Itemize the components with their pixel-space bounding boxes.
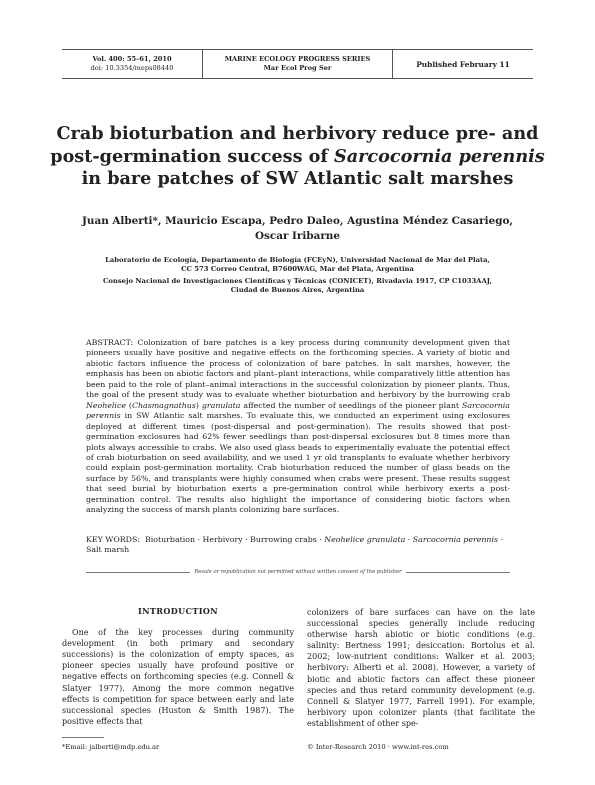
abstract-text-5: in SW Atlantic salt marshes. To evaluate this, we conducted an experiment using exclosures deployed at different times (post-dispersal and post-germination). The results showed that post-germination exclosures had 62% fewer seedlings than post-dispersal exclosures but 8 times more than plots always accessible to crabs. We also used glass beads to experimentally evaluate the potential effect of crab bioturbation on seed availability, and we used 1 yr old transplants to evaluate whether herbivory could explain post-germination mortality. Crab bioturbation reduced the number of glass beads on the surface by 56%, and transplants were highly consumed when crabs were present. These results suggest that seed burial by bioturbation exerts a pre-germination control while herbivory exerts a post-germination control. The results also highlight the importance of considering biotic factors when analyzing the success of marsh plants colonizing bare surfaces. (86, 411, 510, 515)
footnote-divider (62, 737, 104, 738)
left-column (62, 606, 294, 727)
intro-paragraph-right: colonizers of bare surfaces can have on the late successional species generally include reducing otherwise harsh abiotic or biotic conditions (e.g. salinity: Bertness 1991; desiccation: Bortolus et al. 2002; low-nutrient conditions: Walker et al. 2003; herbivory: Alberti et al. 2008). However, a variety of biotic and abiotic factors can affect these pioneer species and thus retard community development (e.g. Connell & Slatyer 1977, Farrell 1991). For example, herbivory upon colonizer plants (that facilitate the establishment of other spe- (307, 608, 535, 728)
author-list (40, 214, 555, 243)
intro-paragraph-left: One of the key processes during community development (in both primary and secondary successions) is the colonization of empty spaces, as pioneer species usually have profound positive or negative effects on forthcoming species (e.g. Connell & Slatyer 1977). Among the more common negative effects is competition for space between early and late successional species (Huston & Smith 1987). The positive effects that (62, 628, 294, 726)
abstract-text-1: ABSTRACT: Colonization of bare patches is a key process during community development given that pioneers usually have positive and negative effects on the forthcoming species. A variety of biotic and abiotic factors influence the process of colonization of bare patches. In salt marshes, however, the emphasis has been on abiotic factors and plant–plant interactions, while comparatively little attention has been paid to the role of plant–animal interactions in the successful colonization by pioneer plants. Thus, the goal of the present study was to evaluate whether bioturbation and herbivory by the burrowing crab (86, 338, 510, 400)
abstract-text-2: ( (125, 400, 132, 410)
abstract-text-3: ) (195, 400, 202, 410)
right-column (307, 607, 535, 729)
affiliation-1-line-1: Laboratorio de Ecología, Departamento de Biología (FCEyN), Universidad Nacional de Mar del Plata, (105, 256, 490, 264)
authors-line-2: Oscar Iribarne (255, 229, 340, 242)
section-heading: INTRODUCTION (137, 606, 219, 616)
affiliation-1 (60, 256, 535, 275)
abstract-text-4: affected the number of seedlings of the pioneer plant (240, 400, 462, 410)
copyright: © Inter-Research 2010 · www.int-res.com (307, 743, 449, 751)
journal-title: MARINE ECOLOGY PROGRESS SERIES (224, 55, 371, 63)
affiliation-2-line-1: Consejo Nacional de Investigaciones Científicas y Técnicas (CONICET), Rivadavia 1917, CP C1033AAJ, (102, 277, 493, 285)
notice-text: Resale or republication not permitted without written consent of the publisher (194, 569, 402, 575)
keyword-text-2: · (405, 535, 413, 544)
title-line-1: Crab bioturbation and herbivory reduce pre- and (56, 123, 539, 144)
journal-header (62, 49, 533, 79)
abstract-species-3: granulata (201, 400, 241, 410)
affiliation-2-line-2: Ciudad de Buenos Aires, Argentina (230, 286, 365, 295)
journal-abbr: Mar Ecol Prog Ser (263, 64, 332, 72)
abstract (86, 338, 510, 516)
title-species: Sarcocornia perennis (334, 145, 545, 167)
keyword-species-2: Sarcocornia perennis (412, 535, 498, 544)
keyword-species-1: Neohelice granulata (324, 535, 406, 544)
doi: doi: 10.3354/meps08440 (90, 64, 174, 72)
journal-name (202, 50, 393, 78)
abstract-species-4: Sarcocornia perennis (86, 400, 510, 421)
keyword-text-3: · Salt marsh (86, 535, 503, 555)
keywords-label: KEY WORDS: (86, 535, 140, 544)
affiliation-2 (60, 277, 535, 296)
republication-notice (86, 567, 510, 577)
keywords (86, 535, 510, 556)
abstract-species-1: Neohelice (86, 400, 126, 410)
published-date: Published February 11 (416, 59, 510, 69)
divider-right (406, 572, 510, 573)
title-line-3: in bare patches of SW Atlantic salt marshes (81, 168, 514, 189)
abstract-species-2: Chasmagnathus (131, 400, 196, 410)
volume: Vol. 400: 55–61, 2010 (92, 55, 172, 63)
keyword-text-1: Bioturbation · Herbivory · Burrowing crabs · (144, 535, 325, 544)
affiliation-1-line-2: CC 573 Correo Central, B7600WAG, Mar del Plata, Argentina (181, 265, 414, 274)
volume-info (62, 55, 202, 73)
title-line-2a: post-germination success of (50, 145, 335, 167)
corresponding-email: *Email: jalberti@mdp.edu.ar (62, 743, 160, 751)
authors-line-1: Juan Alberti*, Mauricio Escapa, Pedro Daleo, Agustina Méndez Casariego, (81, 215, 514, 227)
article-title (40, 123, 555, 191)
divider-left (86, 572, 190, 573)
